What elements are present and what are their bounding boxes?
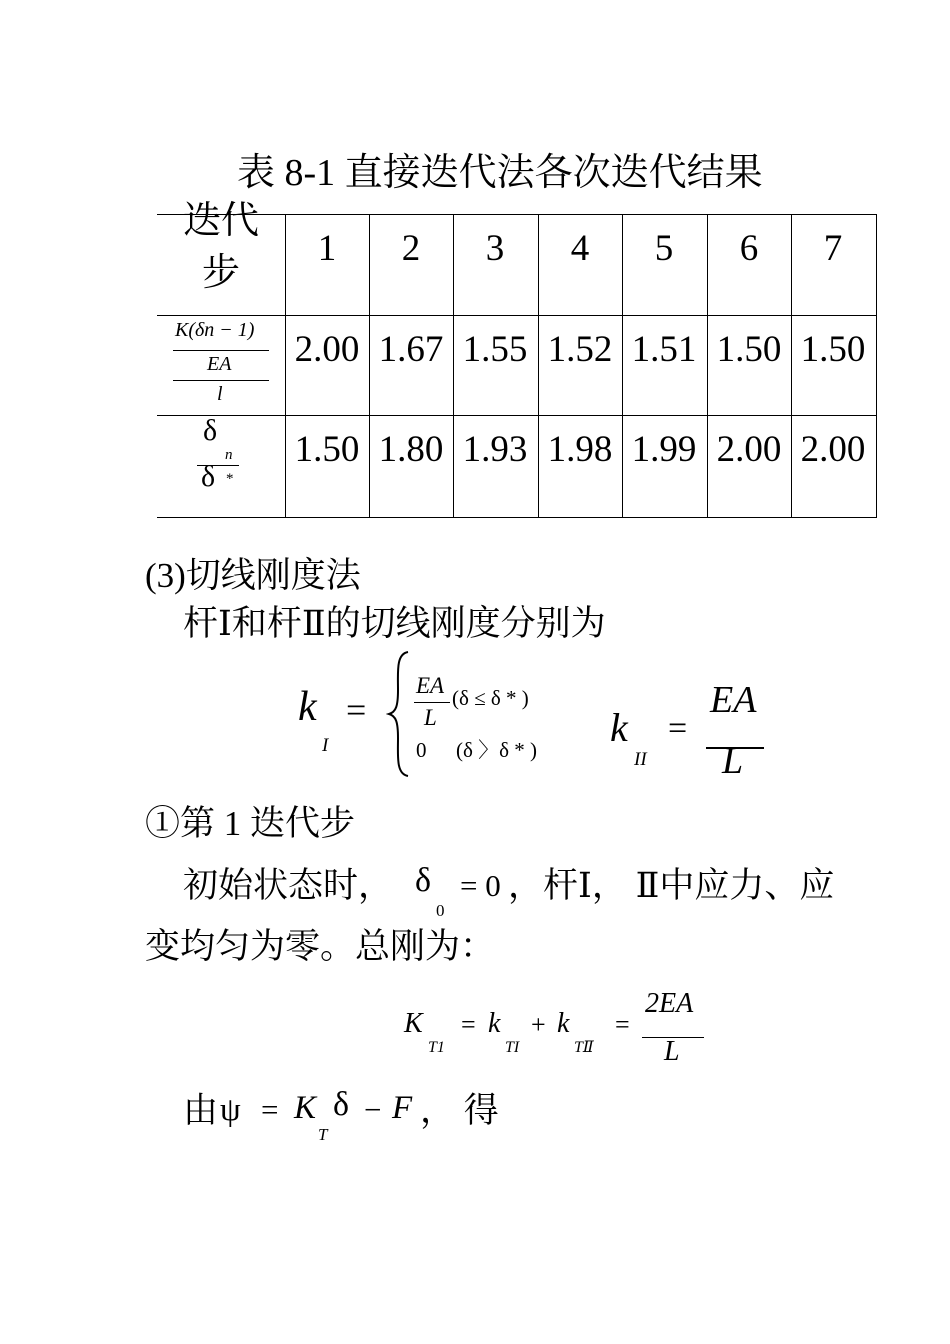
table-rule-2: [157, 415, 877, 416]
KT1-k2: k: [557, 1008, 570, 1039]
row1-value-cell: 1.55: [462, 329, 528, 370]
row2-value-cell: 2.00: [800, 429, 866, 470]
psi-equals: =: [261, 1092, 279, 1127]
kI-case1-numerator: EA: [416, 673, 445, 698]
step-header-cell: 7: [823, 228, 843, 269]
psi-K-subscript: T: [318, 1125, 328, 1144]
kI-case1-condition: (δ ≤ δ * ): [452, 686, 529, 710]
step-header-cell: 3: [485, 228, 505, 269]
row2-label-denominator: δ: [201, 460, 216, 493]
KT1-K-subscript: T1: [428, 1039, 445, 1056]
header-label-line2: 步: [202, 252, 241, 294]
kI-case1-fraction-bar: [414, 702, 450, 703]
psi-symbol: ψ: [220, 1092, 241, 1128]
row2-value-cell: 1.50: [294, 429, 360, 470]
kI-subscript: I: [322, 735, 329, 756]
para1-line2: 变均匀为零。总刚为：: [145, 927, 496, 966]
row2-label-sup: n: [225, 447, 233, 463]
table-top-rule: [157, 214, 877, 215]
KT1-k1-subscript: TI: [505, 1039, 520, 1056]
kI-case1-denominator: L: [424, 705, 437, 730]
table-col-divider: [876, 214, 877, 518]
row1-value-cell: 1.50: [716, 329, 782, 370]
row1-value-cell: 1.52: [547, 329, 613, 370]
piecewise-brace-icon: [386, 650, 412, 778]
kI-case2-condition: (δ 〉δ * ): [456, 738, 538, 762]
psi-K: K: [294, 1090, 317, 1126]
step-header-cell: 4: [570, 228, 590, 269]
psi-line-post: ， 得: [420, 1091, 499, 1130]
KT1-equals-2: =: [615, 1010, 630, 1039]
step-header-cell: 6: [739, 228, 759, 269]
step-header-cell: 5: [654, 228, 674, 269]
row1-value-cell: 1.67: [378, 329, 444, 370]
KT1-k2-subscript: TⅡ: [574, 1039, 594, 1056]
row1-label-fraction-bar: [173, 350, 269, 351]
para1-delta: δ: [415, 862, 432, 899]
kII-numerator: EA: [710, 679, 757, 721]
row1-value-cell: 1.51: [631, 329, 697, 370]
kII-denominator: L: [722, 740, 744, 782]
kII-equals: =: [668, 710, 688, 747]
kI-equals: =: [346, 690, 367, 730]
KT1-k1: k: [488, 1008, 501, 1039]
kII-lhs: k: [610, 705, 628, 750]
psi-F: F: [392, 1090, 413, 1126]
para1-pre: 初始状态时，: [183, 866, 394, 905]
row1-label-denominator: l: [217, 383, 223, 405]
section-heading: (3)切线刚度法: [145, 556, 361, 595]
table-bottom-rule: [157, 517, 877, 518]
para1-equals-zero: = 0: [460, 868, 501, 903]
row1-value-cell: 2.00: [294, 329, 360, 370]
step-header-cell: 2: [401, 228, 421, 269]
row2-label-star: *: [226, 471, 234, 487]
kI-lhs: k: [298, 684, 317, 730]
table-caption: 表 8-1 直接迭代法各次迭代结果: [237, 152, 763, 194]
table-rule-1: [157, 315, 877, 316]
header-label-line1: 迭代: [183, 200, 260, 242]
para1-post: ，杆Ⅰ， Ⅱ中应力、应: [508, 866, 835, 905]
row1-value-cell: 1.50: [800, 329, 866, 370]
row2-label-numerator: δ: [203, 414, 218, 447]
iteration-results-table: [157, 200, 877, 518]
para1-delta-subscript: 0: [436, 901, 445, 920]
row2-value-cell: 2.00: [716, 429, 782, 470]
step-header-cell: 1: [317, 228, 337, 269]
psi-minus: −: [364, 1092, 382, 1127]
row1-label-middle: EA: [207, 353, 232, 375]
KT1-numerator: 2EA: [645, 988, 694, 1019]
row1-label-numerator: K(δn − 1): [175, 319, 255, 341]
psi-line-pre: 由: [183, 1091, 219, 1130]
row2-value-cell: 1.99: [631, 429, 697, 470]
intro-text: 杆Ⅰ和杆Ⅱ的切线刚度分别为: [183, 604, 606, 643]
KT1-K: K: [404, 1008, 423, 1039]
row2-value-cell: 1.80: [378, 429, 444, 470]
row2-value-cell: 1.93: [462, 429, 528, 470]
KT1-denominator: L: [664, 1036, 680, 1067]
row2-value-cell: 1.98: [547, 429, 613, 470]
KT1-plus: +: [531, 1010, 546, 1039]
psi-delta: δ: [333, 1086, 350, 1123]
KT1-equals-1: =: [461, 1010, 476, 1039]
step-heading: ①第 1 迭代步: [145, 804, 356, 843]
row1-label-fraction-bar: [173, 380, 269, 381]
kII-subscript: II: [634, 749, 647, 770]
kI-case2-value: 0: [416, 738, 427, 762]
